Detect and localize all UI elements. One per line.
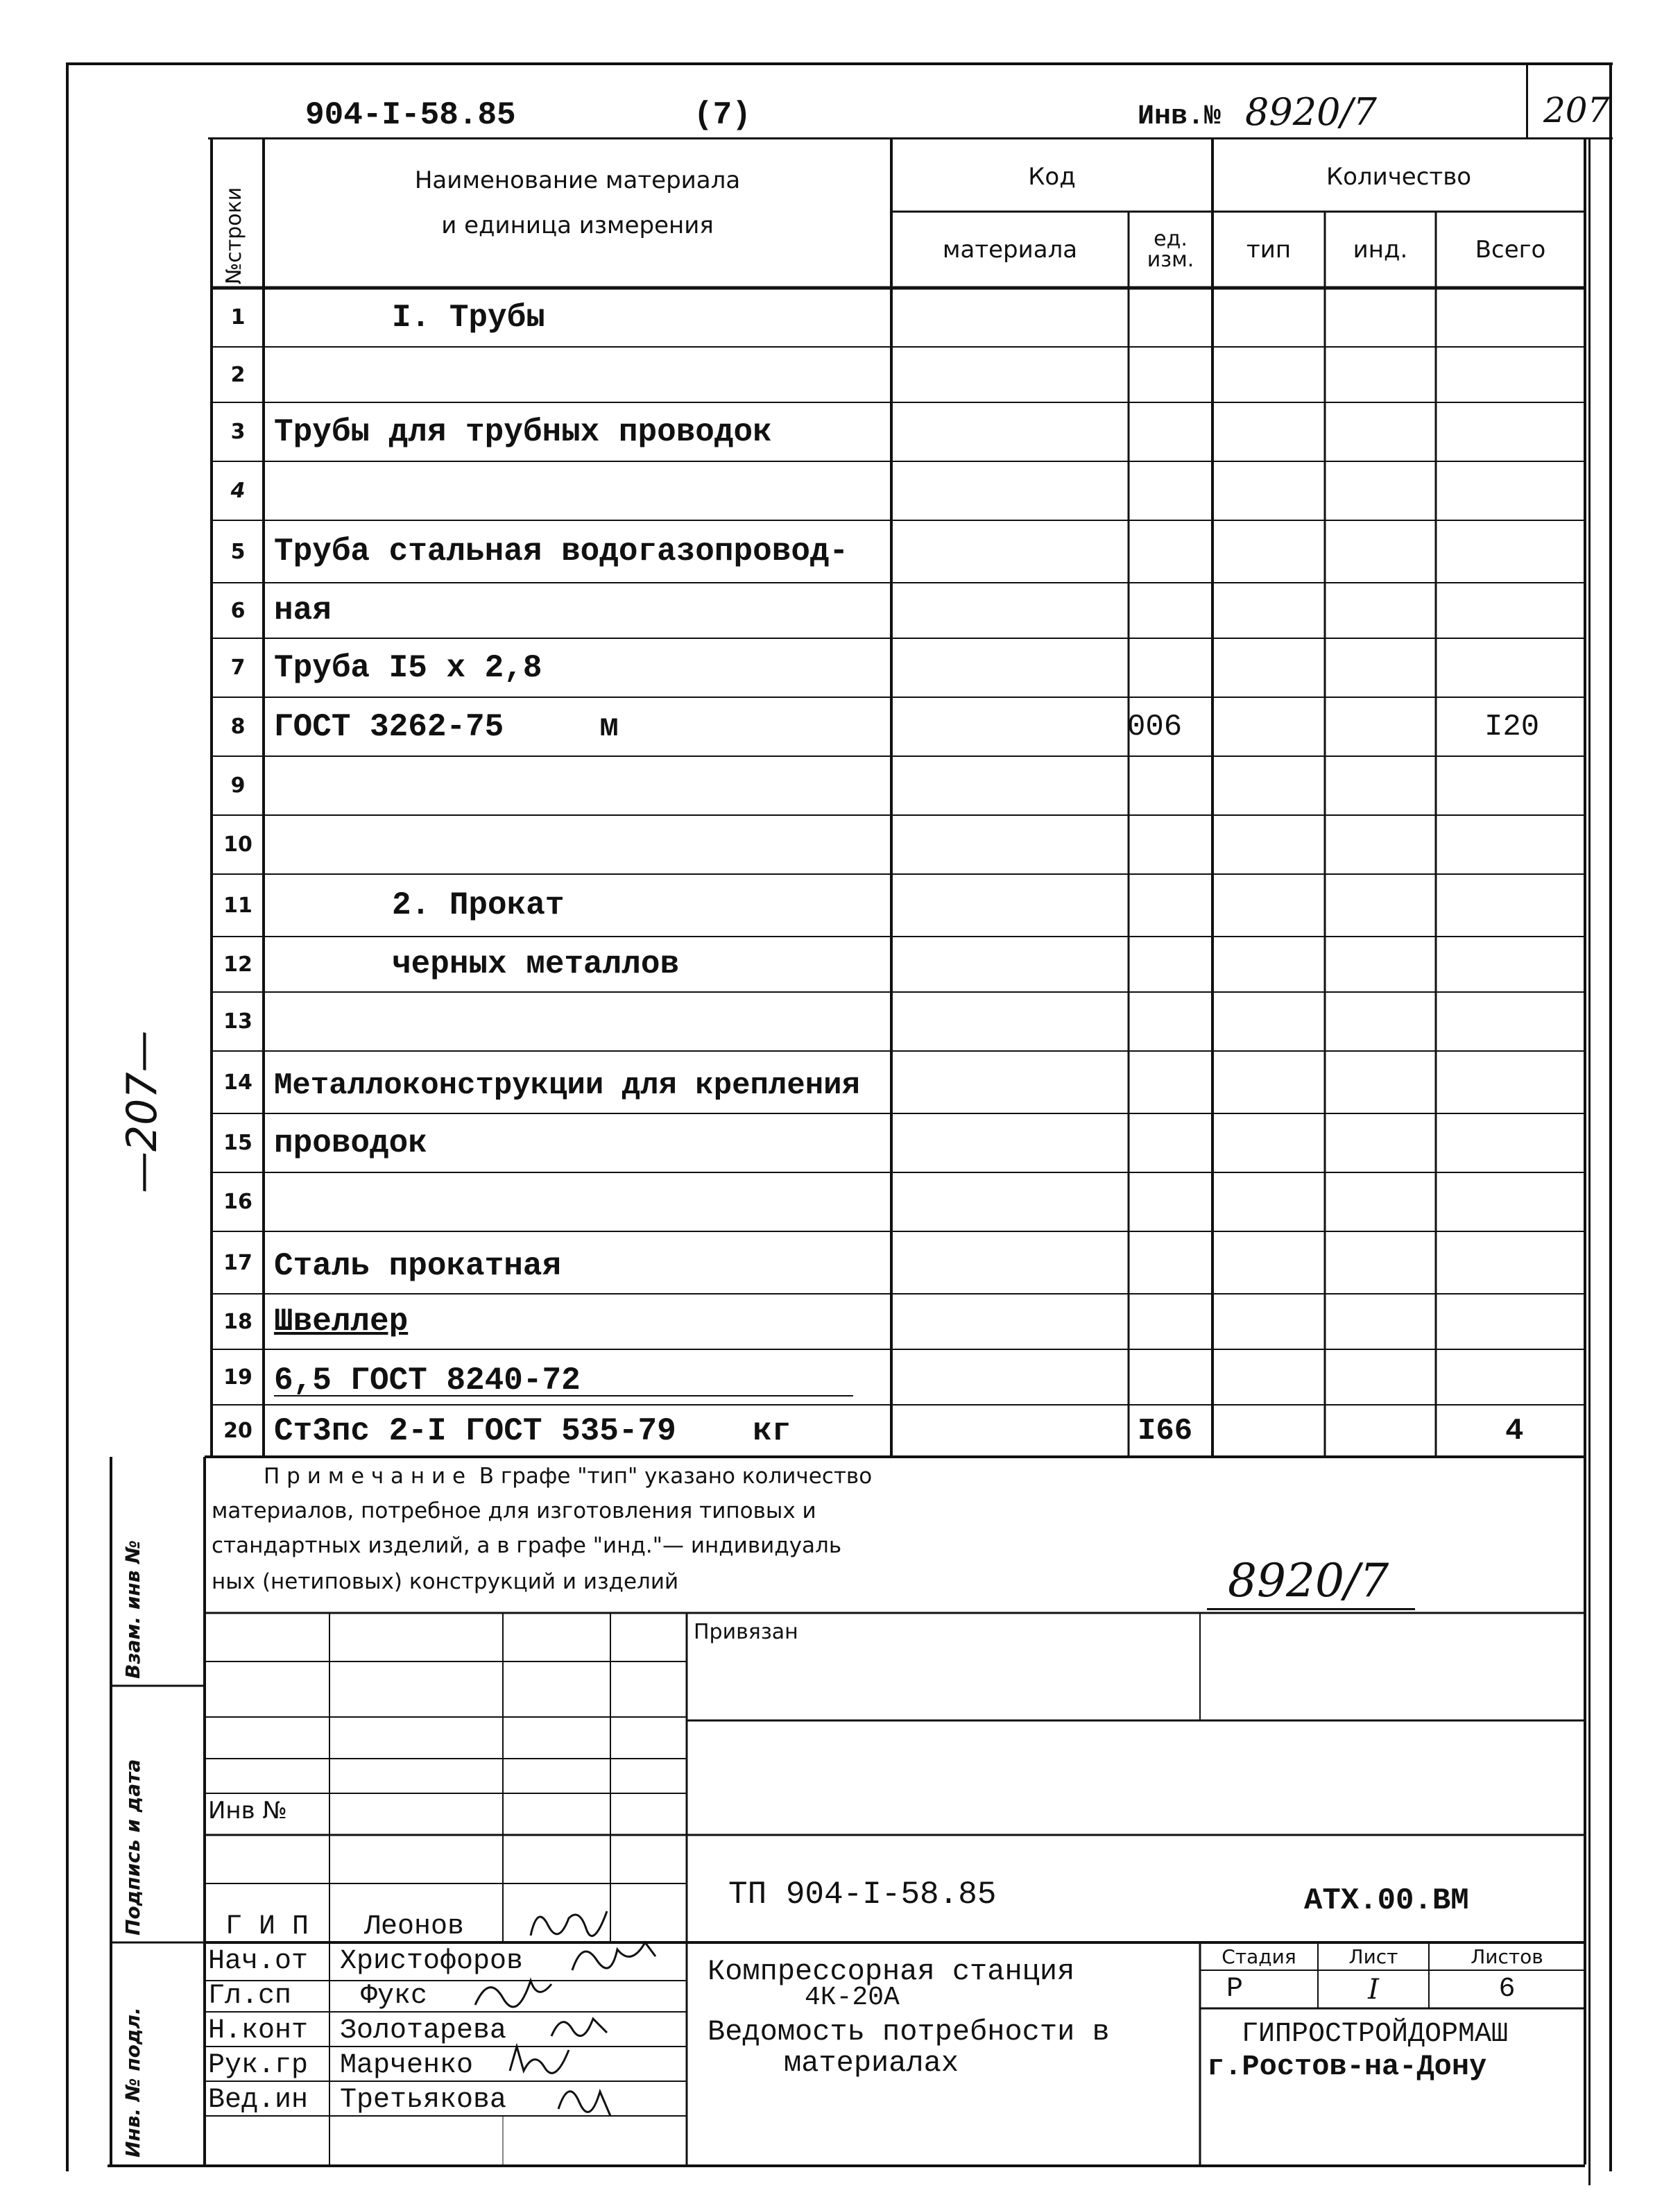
row-number: 15 (223, 1131, 252, 1155)
row-text: Швеллер (274, 1304, 409, 1340)
row-number: 8 (230, 715, 246, 739)
signer-role: Г И П (225, 1911, 309, 1942)
signer-role: Нач.от (208, 1946, 309, 1977)
signature-zolotareva (548, 2005, 610, 2043)
row-number: 7 (230, 656, 246, 680)
row-text: Металлоконструкции для крепления (274, 1068, 860, 1103)
signer-name: Фукс (361, 1981, 428, 2012)
signature-marchenko (506, 2040, 576, 2078)
sheets-label: Листов (1471, 1945, 1543, 1968)
row-number: 12 (223, 952, 252, 977)
sheet-label: Лист (1348, 1945, 1398, 1968)
inv-no-label: Инв № (208, 1797, 287, 1825)
row-text: черных металлов (392, 946, 680, 982)
signer-role: Н.конт (208, 2015, 309, 2047)
side-label-podpis: Подпись и дата (121, 1759, 144, 1936)
signer-name: Христофоров (340, 1946, 524, 1977)
col-name-line2: и единица измерения (441, 212, 714, 239)
row-text: ная (274, 592, 332, 629)
signer-name: Марченко (340, 2050, 474, 2081)
row-text: 6,5 ГОСТ 8240-72 (274, 1362, 581, 1399)
row-number: 19 (223, 1365, 252, 1390)
row-number: 10 (223, 832, 252, 857)
signature-fuks (472, 1970, 555, 2012)
row-total: 4 (1505, 1413, 1524, 1449)
col-name-line1: Наименование материала (414, 166, 741, 194)
col-code: Код (1028, 163, 1076, 191)
title-line-4: материалах (784, 2047, 959, 2080)
row-number: 3 (230, 420, 246, 444)
signature-tretyakova (555, 2074, 617, 2119)
side-label-vzam: Взам. инв № (121, 1540, 144, 1679)
signer-role: Гл.сп (208, 1981, 292, 2012)
row-text: Трубы для трубных проводок (274, 413, 772, 450)
margin-number: —207— (118, 1030, 166, 1193)
inv-value: 8920/7 (1245, 90, 1377, 134)
row-unit-code: I66 (1138, 1413, 1193, 1449)
row-number: 14 (223, 1070, 252, 1095)
title-line-1: Компрессорная станция (708, 1955, 1075, 1988)
signer-name: Третьякова (340, 2085, 507, 2116)
row-number: 17 (223, 1250, 252, 1275)
signer-name: Леонов (364, 1911, 465, 1942)
col-code-material: материала (942, 236, 1078, 264)
org-line-1: ГИПРОСТРОЙДОРМАШ (1242, 2019, 1509, 2050)
title-line-3: Ведомость потребности в (708, 2015, 1110, 2049)
sheet-number: 207 (1543, 90, 1610, 130)
privyazan-label: Привязан (694, 1620, 798, 1644)
row-text: Труба стальная водогазопровод- (274, 533, 849, 570)
side-label-inv-podl: Инв. № подл. (121, 2007, 144, 2158)
row-text: 2. Прокат (392, 887, 565, 923)
signature-khristoforov (569, 1936, 659, 1977)
doc-number: 904-I-58.85 (305, 97, 516, 133)
row-number: 2 (230, 362, 246, 387)
doc-code: АТХ.00.ВМ (1304, 1883, 1469, 1918)
row-number: 16 (223, 1190, 252, 1214)
row-number: 4 (230, 479, 246, 503)
signer-role: Рук.гр (208, 2050, 309, 2081)
sheets-value: 6 (1498, 1974, 1516, 2005)
title-line-2: 4К-20А (805, 1983, 900, 2013)
note-line-2: материалов, потребное для изготовления типовых и (212, 1498, 816, 1523)
col-qty: Количество (1326, 163, 1472, 191)
row-text: I. Трубы (392, 299, 545, 336)
col-qty-ind: инд. (1353, 236, 1408, 264)
row-text: проводок (274, 1125, 427, 1161)
row-text: ГОСТ 3262-75 м (274, 708, 619, 745)
row-number: 18 (223, 1309, 252, 1334)
note-hand-underline (1207, 1608, 1415, 1610)
inv-label: Инв.№ (1138, 101, 1222, 133)
row-number: 13 (223, 1009, 252, 1034)
signer-name: Золотарева (340, 2015, 507, 2047)
row-number: 20 (223, 1419, 252, 1443)
row-number: 1 (230, 305, 246, 330)
row-unit-code: 006 (1127, 709, 1183, 744)
row-text: Ст3пс 2-I ГОСТ 535-79 кг (274, 1412, 791, 1449)
project-code: ТП 904-I-58.85 (728, 1877, 997, 1913)
col-code-unit: ед. изм. (1147, 227, 1194, 272)
row-text: Сталь прокатная (274, 1248, 562, 1284)
note-line-3: стандартных изделий, а в графе "инд."— индивидуаль (212, 1533, 842, 1558)
org-line-2: г.Ростов-на-Дону (1207, 2050, 1487, 2083)
stage-label: Стадия (1222, 1945, 1296, 1968)
row-number: 11 (223, 893, 252, 918)
note-handwritten-inv: 8920/7 (1228, 1554, 1389, 1607)
sheet-value: I (1368, 1973, 1379, 2006)
row-text: Труба I5 х 2,8 (274, 649, 542, 686)
page-mark: (7) (694, 97, 751, 133)
stage-value: Р (1226, 1974, 1243, 2005)
row-number: 6 (230, 598, 246, 623)
col-qty-total: Всего (1475, 236, 1546, 264)
row-number: 5 (230, 539, 246, 564)
note-line-1: П р и м е ч а н и е В графе "тип" указано количество (264, 1464, 873, 1489)
col-qty-type: тип (1246, 236, 1292, 264)
row-total: I20 (1484, 709, 1540, 744)
col-row-no: №строки (222, 187, 246, 284)
signer-role: Вед.ин (208, 2085, 309, 2116)
row-number: 9 (230, 774, 246, 798)
note-line-4: ных (нетиповых) конструкций и изделий (212, 1569, 679, 1594)
